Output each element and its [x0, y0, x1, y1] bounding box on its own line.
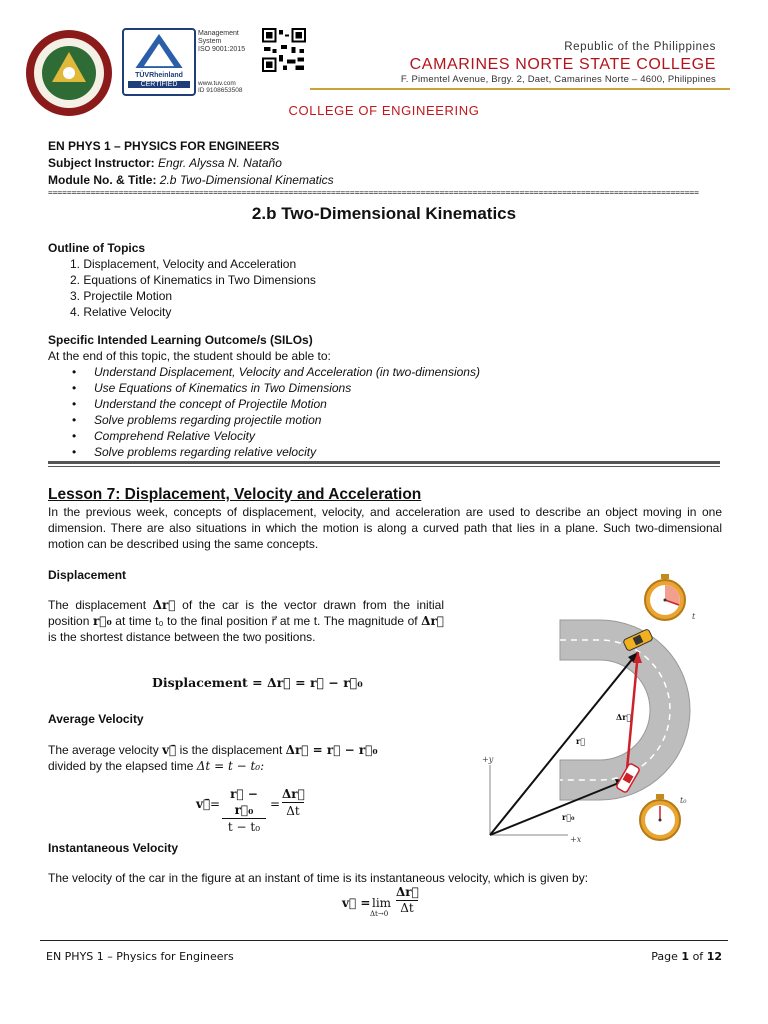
y-axis-label: +y — [482, 755, 494, 764]
management-system-text: Management System ISO 9001:2015 — [198, 30, 246, 53]
instantaneous-velocity-text: The velocity of the car in the figure at an instant of time is its instantaneous velocity, which is given by: — [48, 871, 589, 885]
stopwatch-t-icon — [645, 574, 685, 620]
instructor-line: Subject Instructor: Engr. Alyssa N. Nataño — [48, 156, 282, 170]
silo-intro: At the end of this topic, the student should be able to: — [48, 349, 331, 363]
label-r: r⃗ — [576, 736, 586, 746]
outline-heading: Outline of Topics — [48, 241, 146, 255]
stopwatch-t0-icon — [640, 794, 680, 840]
x-axis-label: +x — [570, 835, 582, 844]
label-t: t — [692, 612, 696, 621]
section-rule — [48, 466, 720, 467]
silo-item: • Understand Displacement, Velocity and Acceleration (in two-dimensions) — [46, 364, 720, 380]
tuv-badge: CERTIFIED — [128, 81, 190, 88]
college-address: F. Pimentel Avenue, Brgy. 2, Daet, Camarines Norte – 4600, Philippines — [400, 74, 716, 85]
course-title: EN PHYS 1 – PHYSICS FOR ENGINEERS — [48, 139, 280, 153]
silo-item: • Understand the concept of Projectile Motion — [46, 396, 720, 412]
silo-item: • Solve problems regarding relative velocity — [46, 444, 720, 460]
header-divider — [310, 88, 730, 90]
position-vector-r — [490, 652, 638, 835]
displacement-heading: Displacement — [48, 568, 127, 582]
department-name: COLLEGE OF ENGINEERING — [288, 103, 480, 118]
lesson-title: Lesson 7: Displacement, Velocity and Acceleration — [48, 486, 422, 503]
republic-text: Republic of the Philippines — [564, 41, 716, 53]
silo-item: • Solve problems regarding projectile motion — [46, 412, 720, 428]
footer-rule — [40, 940, 728, 941]
instantaneous-velocity-formula: v⃗ = lim Δt→0 Δr⃗ Δt — [342, 885, 419, 918]
silo-section — [48, 332, 720, 460]
outline-item: 1. Displacement, Velocity and Acceleration — [70, 257, 297, 271]
page-title: 2.b Two-Dimensional Kinematics — [251, 204, 517, 223]
displacement-figure — [460, 570, 730, 850]
outline-item: 4. Relative Velocity — [70, 305, 172, 319]
silo-item: • Use Equations of Kinematics in Two Dimensions — [46, 380, 720, 396]
outline-item: 3. Projectile Motion — [70, 289, 173, 303]
position-vector-r0 — [490, 780, 626, 835]
instantaneous-velocity-heading: Instantaneous Velocity — [48, 841, 179, 855]
outline-item: 2. Equations of Kinematics in Two Dimensions — [70, 273, 316, 287]
qr-code-icon — [262, 28, 306, 72]
label-r0: r⃗₀ — [562, 812, 575, 822]
section-rule — [48, 461, 720, 464]
lesson-intro: In the previous week, concepts of displacement, velocity, and acceleration are used to describe an object moving in one dimension. There are also situations in which the motion is along a curved path that lies in a plane. Such two-dimensional motion can be described using the same concepts. — [48, 505, 722, 551]
avg-velocity-paragraph: The average velocity v⃗̄ is the displacement Δr⃗ = r⃗ − r⃗₀ divided by the elapsed time Δt = t − t₀: — [48, 743, 378, 773]
label-t0: t₀ — [680, 796, 687, 805]
displacement-paragraph: The displacement Δr⃗ of the car is the vector drawn from the initial position r⃗₀ at time t₀ to the final position r⃗ at me t. The magnitude of Δr⃗ is the shortest distance between the two positions. — [48, 598, 444, 644]
college-name: CAMARINES NORTE STATE COLLEGE — [409, 56, 716, 73]
module-line: Module No. & Title: 2.b Two-Dimensional Kinematics — [48, 173, 334, 187]
label-delta-r: Δr⃗ — [616, 712, 632, 722]
certification-id: www.tuv.com ID 9108653508 — [198, 80, 243, 94]
separator-line: ========================================================================================================================================== — [48, 188, 699, 197]
silo-item: • Comprehend Relative Velocity — [46, 428, 720, 444]
footer-page-number: Page 1 of 12 — [651, 950, 722, 963]
footer-course: EN PHYS 1 – Physics for Engineers — [46, 950, 234, 963]
avg-velocity-heading: Average Velocity — [48, 712, 144, 726]
tuv-triangle-icon — [126, 32, 192, 70]
outline-section — [48, 240, 720, 320]
silo-heading: Specific Intended Learning Outcome/s (SILOs) — [48, 333, 313, 347]
tuv-brand: TÜVRheinland — [135, 72, 183, 79]
displacement-formula: Displacement = Δr⃗ = r⃗ − r⃗₀ — [152, 675, 363, 690]
tuv-certification-logo — [122, 28, 196, 96]
